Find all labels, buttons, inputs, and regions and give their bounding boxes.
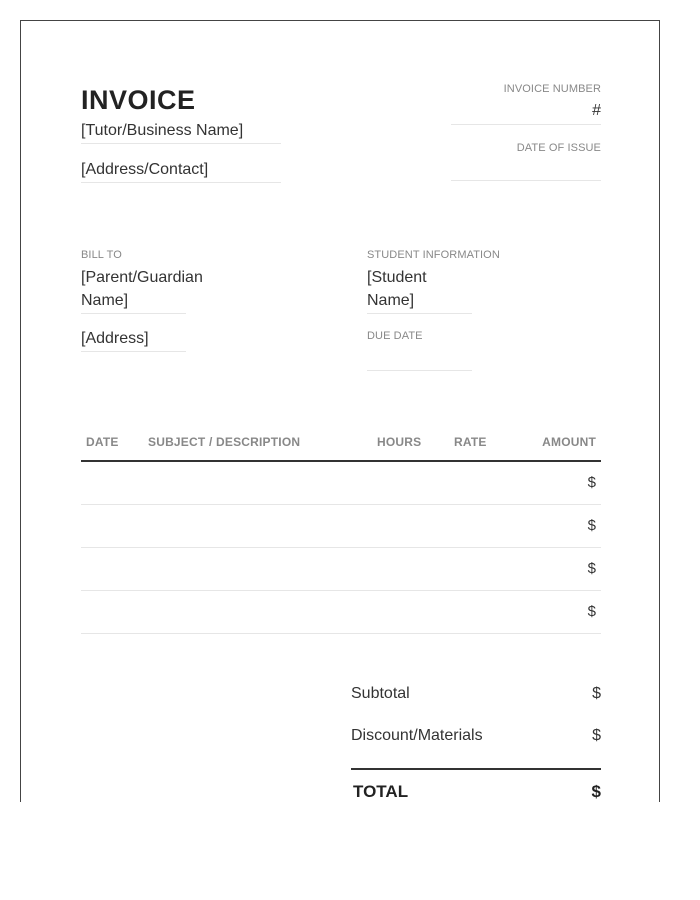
table-row[interactable] bbox=[81, 505, 601, 548]
amount-cell[interactable]: $ bbox=[587, 474, 596, 491]
discount-value[interactable]: $ bbox=[592, 727, 601, 744]
parent-guardian-name-field[interactable] bbox=[81, 266, 203, 314]
due-date-field[interactable] bbox=[367, 347, 472, 371]
invoice-number-field[interactable]: # bbox=[592, 102, 601, 119]
address-contact-field[interactable]: [Address/Contact] bbox=[81, 158, 281, 183]
student-name-field[interactable] bbox=[367, 266, 472, 314]
total-value[interactable]: $ bbox=[591, 782, 601, 801]
student-name-line2: Name] bbox=[367, 292, 415, 309]
student-information-label: STUDENT INFORMATION bbox=[367, 249, 500, 261]
date-of-issue-label: DATE OF ISSUE bbox=[516, 142, 601, 154]
subtotal-row bbox=[351, 676, 601, 718]
date-of-issue-underline bbox=[451, 180, 601, 181]
line-items-table bbox=[81, 429, 601, 634]
invoice-title: INVOICE bbox=[81, 85, 196, 115]
table-row[interactable] bbox=[81, 591, 601, 634]
column-header-rate: RATE bbox=[454, 435, 487, 449]
discount-label: Discount/Materials bbox=[351, 727, 483, 744]
bill-to-address-field[interactable]: [Address] bbox=[81, 327, 186, 352]
subtotal-value[interactable]: $ bbox=[592, 685, 601, 702]
column-header-amount: AMOUNT bbox=[542, 435, 596, 449]
table-row[interactable] bbox=[81, 462, 601, 505]
total-row bbox=[351, 768, 601, 802]
date-of-issue-field[interactable] bbox=[451, 159, 601, 179]
table-row[interactable] bbox=[81, 548, 601, 591]
bill-to-label: BILL TO bbox=[81, 249, 122, 261]
amount-cell[interactable]: $ bbox=[587, 517, 596, 534]
invoice-number-underline bbox=[451, 124, 601, 125]
invoice-page bbox=[20, 20, 660, 802]
subtotal-label: Subtotal bbox=[351, 685, 410, 702]
due-date-label: DUE DATE bbox=[367, 330, 423, 342]
student-name-line1: [Student bbox=[367, 269, 427, 286]
amount-cell[interactable]: $ bbox=[587, 560, 596, 577]
totals-section bbox=[351, 676, 601, 802]
amount-cell[interactable]: $ bbox=[587, 603, 596, 620]
column-header-description: SUBJECT / DESCRIPTION bbox=[148, 435, 301, 449]
column-header-date: DATE bbox=[86, 435, 119, 449]
parent-name-line2: Name] bbox=[81, 292, 129, 309]
column-header-hours: HOURS bbox=[377, 435, 422, 449]
total-label: TOTAL bbox=[353, 782, 409, 801]
business-name-field[interactable]: [Tutor/Business Name] bbox=[81, 119, 281, 144]
discount-row bbox=[351, 718, 601, 760]
invoice-number-label: INVOICE NUMBER bbox=[503, 83, 601, 95]
parent-name-line1: [Parent/Guardian bbox=[81, 269, 203, 286]
table-header bbox=[81, 429, 601, 462]
